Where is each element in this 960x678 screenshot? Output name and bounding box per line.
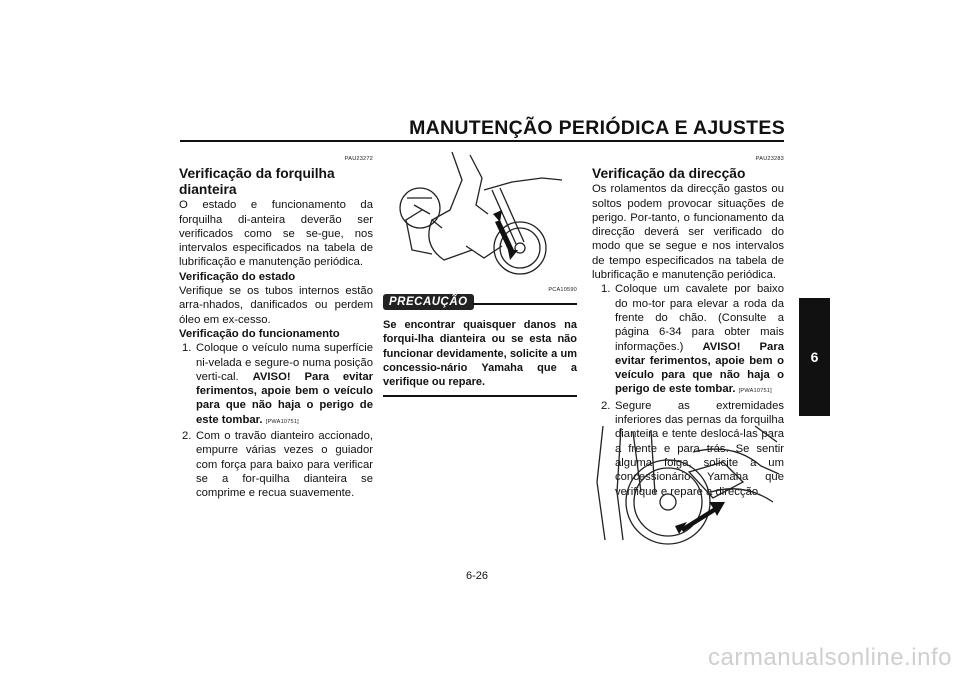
watermark[interactable]: carmanualsonline.info (708, 644, 952, 671)
subheading-condition: Verificação do estado (179, 270, 296, 283)
list-item: 2. Segure as extremidades inferiores das pernas da forquilha dianteira e tente deslocá-las para a frente e para trás. Se sentir alguma folga, solicite a um concessionário Yamaha que verifique e repare a direcção. (601, 399, 784, 498)
motorcycle-fork-illustration (392, 150, 582, 280)
caution-bottom-rule (383, 395, 577, 397)
steps-list (179, 341, 373, 500)
steering-check-illustration (593, 422, 785, 546)
caution-code: PCA10590 (548, 287, 577, 293)
warning-ref: [PWA10751] (265, 418, 299, 425)
page-number: 6-26 (466, 570, 489, 582)
warning-text: AVISO! Para evitar ferimentos, apoie bem o veículo para que não haja o perigo de este tombar. (196, 370, 374, 426)
caution-text: Se encontrar quaisquer danos na forqui-lha dianteira ou se esta não funcionar devidamente, solicite a um concessio-nário Yamaha que a verifique ou repare. (383, 319, 577, 389)
chapter-tab[interactable]: 6 (799, 298, 830, 416)
condition-text: Verifique se os tubos internos estão arra-nhados, danificados ou perdem óleo em ex-cesso. (179, 285, 373, 326)
list-item: 1. Coloque o veículo numa superfície ni-velada e segure-o numa posição verti-cal. AVISO! Para evitar ferimentos, apoie bem o veículo para que não haja o perigo de este tombar. [PWA10751] (182, 342, 374, 426)
left-column (179, 152, 373, 501)
warning-ref: [PWA10751] (738, 388, 772, 395)
page-title: MANUTENÇÃO PERIÓDICA E AJUSTES (409, 117, 785, 139)
section-code: PAU23283 (755, 156, 784, 162)
caution-box (383, 292, 577, 397)
caution-badge: PRECAUÇÃO (383, 294, 474, 310)
intro-paragraph: O estado e funcionamento da forquilha di-anteira deverão ser verificados como se se-gue, nos intervalos especificados na tabela de lubrificação e manutenção periódica. (179, 199, 373, 269)
intro-paragraph: Os rolamentos da direcção gastos ou soltos podem provocar situações de perigo. Por-tanto, o funcionamento da direcção deverá ser verificado do modo que se segue e nos intervalos de tempo especificados na tabela de lubrificação e manutenção periódica. (592, 183, 784, 282)
section-heading: Verificação da forquilha dianteira (179, 166, 335, 198)
warning-text: AVISO! Para evitar ferimentos, apoie bem o veículo para que não haja o perigo de este tombar. (615, 340, 785, 396)
caution-divider (473, 303, 577, 305)
section-code: PAU23272 (344, 156, 373, 162)
list-item: 1. Coloque um cavalete por baixo do mo-tor para elevar a roda da frente do chão. (Consulte a página 6-34 para obter mais informações.) AVISO! Para evitar ferimentos, apoie bem o veículo para que não haja o perigo de este tombar. [PWA10751] (601, 283, 785, 396)
title-rule (180, 140, 784, 142)
section-heading: Verificação da direcção (592, 166, 746, 182)
list-item: 2. Com o travão dianteiro accionado, empurre várias vezes o guiador com força para baixo para verificar se a for-quilha dianteira se comprime e recua suavemente. (182, 430, 373, 500)
subheading-operation: Verificação do funcionamento (179, 327, 340, 340)
